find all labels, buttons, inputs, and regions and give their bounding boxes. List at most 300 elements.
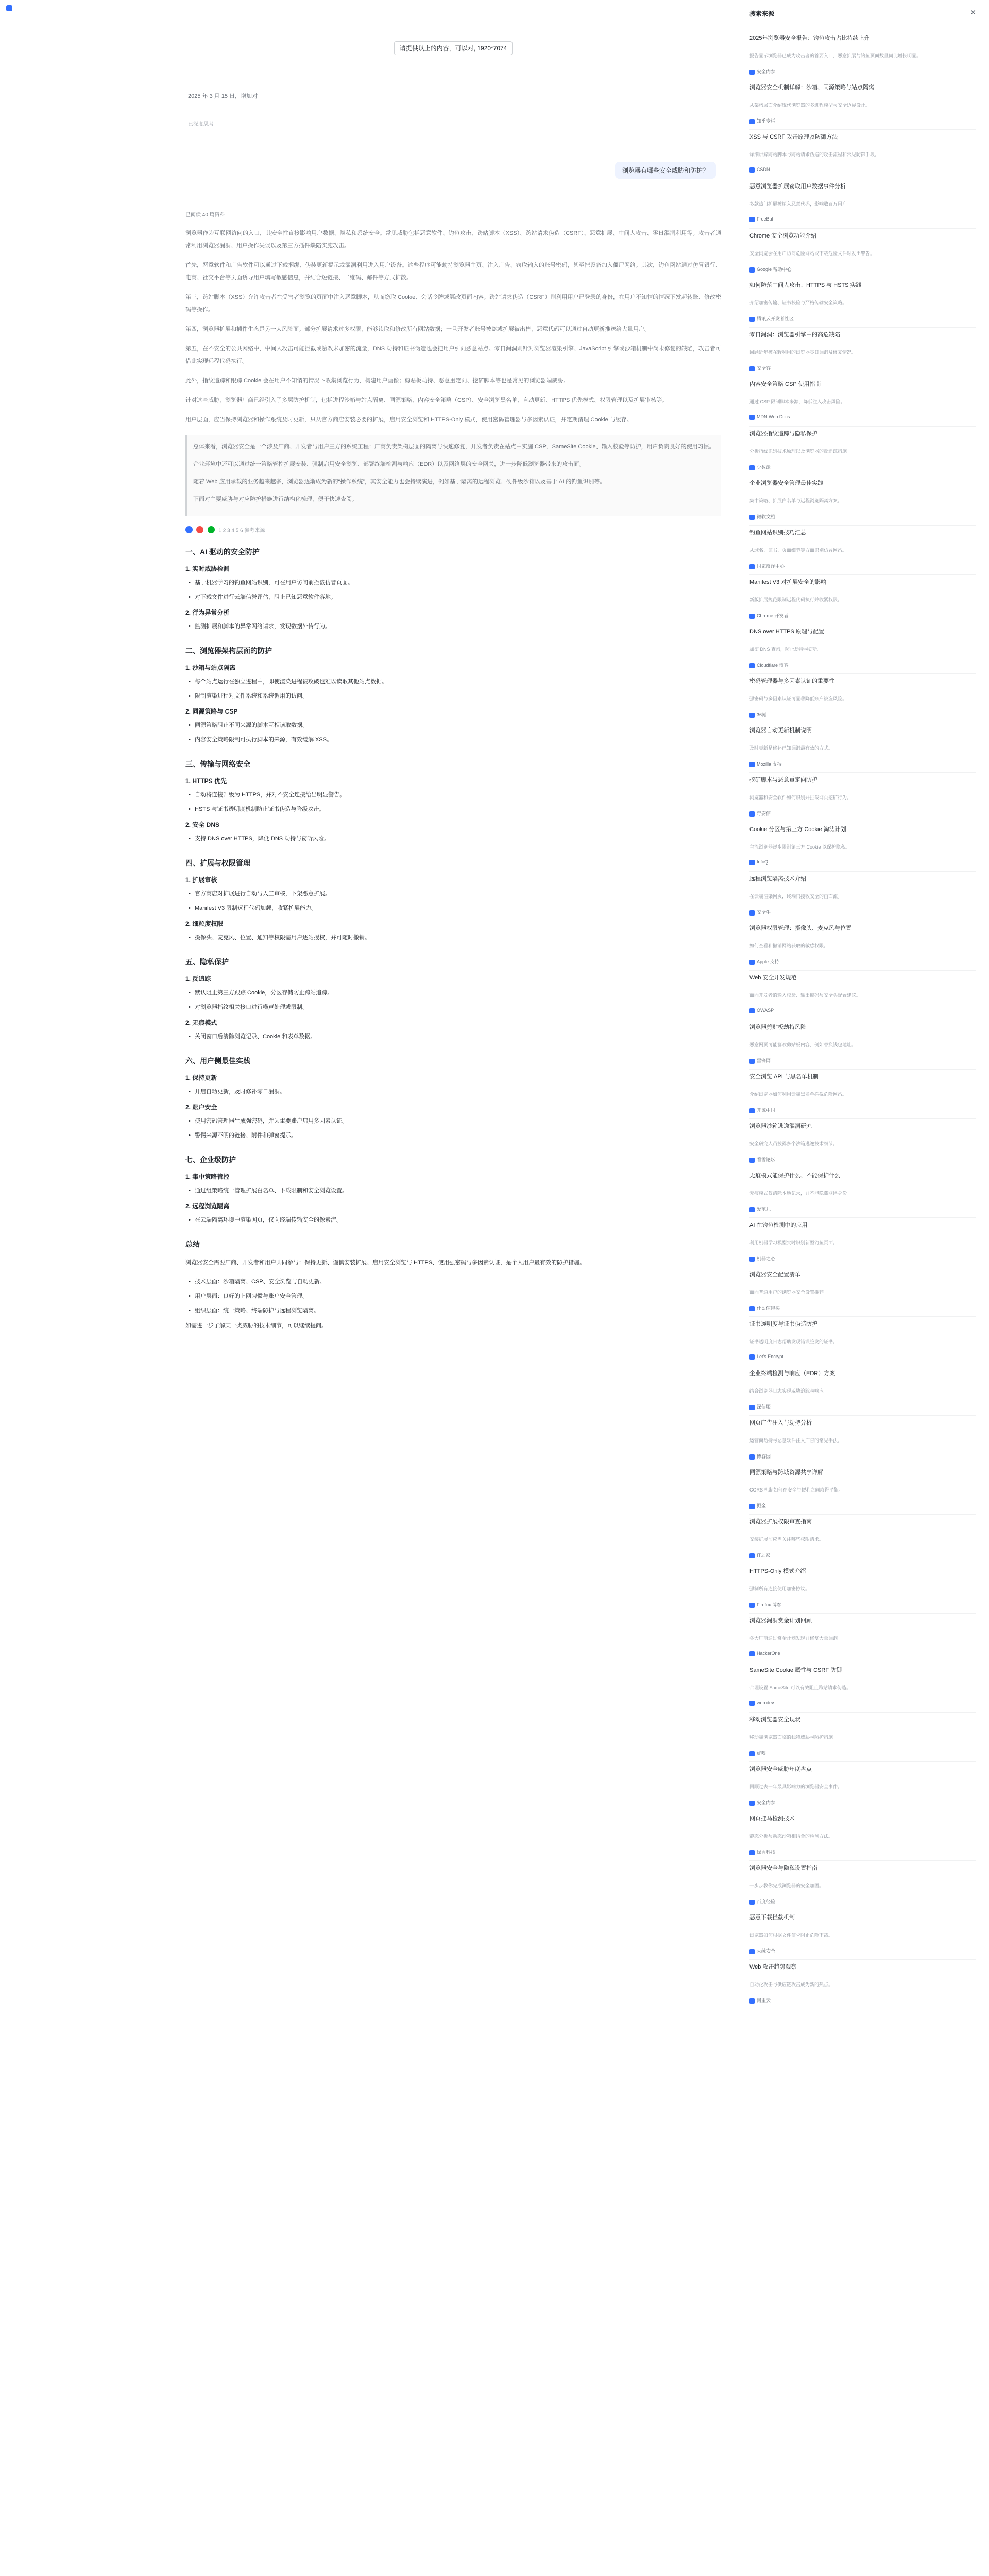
site-favicon-icon xyxy=(749,317,755,322)
sections-block xyxy=(185,547,721,1226)
source-site-name: 微软文档 xyxy=(757,514,776,519)
source-item[interactable] xyxy=(749,1762,976,1811)
answer-paragraph: 第四，浏览器扩展和插件生态是另一大风险面。部分扩展请求过多权限，能够读取和修改所有网站数据；一旦开发者账号被盗或扩展被出售，恶意代码可以通过自动更新推送给大量用户。 xyxy=(185,326,650,332)
section-title: 二、浏览器架构层面的防护 xyxy=(185,647,272,655)
bullet-item: • 开启自动更新，及时修补零日漏洞。 xyxy=(185,1086,721,1097)
subsection-title: 2. 细粒度权限 xyxy=(185,920,224,927)
source-site xyxy=(749,1255,976,1262)
source-title[interactable]: 浏览器沙箱逃逸漏洞研究 xyxy=(749,1123,812,1129)
answer-paragraph: 第五，在不安全的公共网络中，中间人攻击可能拦截或篡改未加密的流量，DNS 劫持和证书伪造也会把用户引向恶意站点。零日漏洞则针对浏览器渲染引擎、JavaScript 引擎或沙箱机制中尚未修复的缺陷，攻击者可借此实现远程代码执行。 xyxy=(185,346,721,364)
source-snippet: 回顾近年被在野利用的浏览器零日漏洞及修复情况。 xyxy=(749,350,857,355)
source-title[interactable]: 浏览器安全与隐私设置指南 xyxy=(749,1865,817,1871)
source-title[interactable]: Web 安全开发规范 xyxy=(749,975,797,981)
source-site xyxy=(749,662,976,668)
source-item[interactable] xyxy=(749,1070,976,1119)
source-site-name: Firefox 博客 xyxy=(757,1602,782,1607)
source-item[interactable] xyxy=(749,1119,976,1168)
source-site xyxy=(749,1156,976,1163)
source-item[interactable] xyxy=(749,526,976,575)
source-site-name: 知乎专栏 xyxy=(757,118,776,124)
site-favicon-icon xyxy=(749,1306,755,1311)
answer-section xyxy=(185,1056,721,1141)
sources-panel xyxy=(749,0,976,2576)
subsection-title: 1. 集中策略管控 xyxy=(185,1173,230,1180)
answer-section xyxy=(185,547,721,632)
conclusion-section xyxy=(185,1239,721,1332)
source-item[interactable] xyxy=(749,1317,976,1366)
site-favicon-icon xyxy=(749,1701,755,1706)
site-favicon-icon xyxy=(749,1998,755,2004)
source-snippet: 利用机器学习模型实时识别新型钓鱼页面。 xyxy=(749,1240,838,1245)
source-snippet: 证书透明度日志帮助发现错误签发的证书。 xyxy=(749,1339,838,1344)
site-favicon-icon xyxy=(749,1553,755,1558)
source-site-name: 爱范儿 xyxy=(757,1207,771,1212)
source-site xyxy=(749,1997,976,2004)
subsection-title: 1. 保持更新 xyxy=(185,1074,217,1081)
source-title[interactable]: 浏览器权限管理：摄像头、麦克风与位置 xyxy=(749,925,851,931)
source-site xyxy=(749,1008,976,1013)
source-snippet: 面向开发者的输入校验、输出编码与安全头配置建议。 xyxy=(749,993,861,998)
source-site xyxy=(749,1651,976,1656)
source-item[interactable] xyxy=(749,822,976,872)
subsection-title: 2. 安全 DNS xyxy=(185,821,220,828)
source-snippet: 加密 DNS 查询，防止劫持与窃听。 xyxy=(749,647,823,652)
source-site-name: 雷锋网 xyxy=(757,1058,771,1063)
source-snippet: 静态分析与动态沙箱相结合的检测方法。 xyxy=(749,1834,833,1839)
source-snippet: 各大厂商通过赏金计划发现并修复大量漏洞。 xyxy=(749,1636,843,1641)
source-snippet: 集中策略、扩展白名单与远程浏览隔离方案。 xyxy=(749,498,843,503)
source-title[interactable]: 证书透明度与证书伪造防护 xyxy=(749,1321,817,1327)
source-title[interactable]: 企业终端检测与响应（EDR）方案 xyxy=(749,1370,835,1377)
source-snippet: 强制所有连接使用加密协议。 xyxy=(749,1586,810,1591)
source-site-name: Apple 支持 xyxy=(757,959,779,964)
source-item[interactable] xyxy=(749,328,976,377)
bullet-item: • 默认阻止第三方跟踪 Cookie，分区存储防止跨站追踪。 xyxy=(185,987,721,998)
source-site-name: IT之家 xyxy=(757,1553,770,1558)
source-avatar-icon xyxy=(196,526,203,533)
bullet-item: • 支持 DNS over HTTPS，降低 DNS 劫持与窃听风险。 xyxy=(185,833,721,844)
source-snippet: 自动化攻击与供应链攻击成为新的热点。 xyxy=(749,1982,833,1987)
source-title[interactable]: DNS over HTTPS 原理与配置 xyxy=(749,629,824,635)
source-snippet: 运营商劫持与恶意软件注入广告的常见手法。 xyxy=(749,1438,843,1443)
answer-section xyxy=(185,957,721,1042)
source-site-name: 掘金 xyxy=(757,1503,766,1509)
source-site-name: 少数派 xyxy=(757,465,771,470)
source-item[interactable] xyxy=(749,130,976,179)
subsection-title: 1. HTTPS 优先 xyxy=(185,777,227,785)
source-site xyxy=(749,1107,976,1113)
site-favicon-icon xyxy=(749,1751,755,1756)
source-site-name: 绿盟科技 xyxy=(757,1850,776,1855)
site-favicon-icon xyxy=(749,860,755,865)
subsection-title: 2. 同源策略与 CSP xyxy=(185,708,238,715)
sources-list xyxy=(749,31,976,2009)
source-site-name: 安全牛 xyxy=(757,910,771,915)
source-site xyxy=(749,909,976,916)
source-item[interactable] xyxy=(749,872,976,921)
source-site xyxy=(749,365,976,371)
subsection-title: 1. 实时威胁检测 xyxy=(185,565,230,572)
source-item[interactable] xyxy=(749,1267,976,1317)
bullet-item: • 通过组策略统一管理扩展白名单、下载限制和安全浏览设置。 xyxy=(185,1185,721,1196)
source-site xyxy=(749,760,976,767)
conversation-date: 2025 年 3 月 15 日，增加对 xyxy=(188,93,258,99)
source-item[interactable] xyxy=(749,773,976,822)
answer-section xyxy=(185,858,721,943)
source-snippet: 结合浏览器日志实现威胁追踪与响应。 xyxy=(749,1388,829,1394)
source-snippet: 无痕模式仅清除本地记录，并不能隐藏网络身份。 xyxy=(749,1191,852,1196)
source-item[interactable] xyxy=(749,229,976,278)
source-site-name: 阿里云 xyxy=(757,1998,771,2003)
site-favicon-icon xyxy=(749,415,755,420)
source-site-name: 奇安信 xyxy=(757,811,771,816)
summary-paragraph: 企业环境中还可以通过统一策略管控扩展安装、强制启用安全浏览、部署终端检测与响应（EDR）以及网络层的安全网关，进一步降低浏览器带来的攻击面。 xyxy=(193,461,585,467)
source-title[interactable]: 同源策略与跨域资源共享详解 xyxy=(749,1469,823,1476)
app-logo-icon[interactable] xyxy=(6,5,12,11)
bullet-item: • 监测扩展和脚本的异常网络请求，发现数据外传行为。 xyxy=(185,621,721,632)
bullet-item: • 关闭窗口后清除浏览记录、Cookie 和表单数据。 xyxy=(185,1031,721,1042)
bullet-item: • 自动将连接升级为 HTTPS，并对不安全连接给出明显警告。 xyxy=(185,789,721,801)
source-title[interactable]: 浏览器安全威胁年度盘点 xyxy=(749,1766,812,1772)
source-site-name: Let's Encrypt xyxy=(757,1354,783,1359)
source-site-name: 安全客 xyxy=(757,366,771,371)
bullet-item: • 限制渲染进程对文件系统和系统调用的访问。 xyxy=(185,690,721,702)
site-favicon-icon xyxy=(749,1257,755,1262)
sources-label: 1 2 3 4 5 6 参考来源 xyxy=(218,528,265,534)
share-banner-text: 请提供以上的内容，可以对, 1920*7074 xyxy=(394,41,513,55)
source-site xyxy=(749,711,976,718)
assistant-answer xyxy=(185,210,721,1339)
conclusion-text: 浏览器安全需要厂商、开发者和用户共同参与：保持更新、谨慎安装扩展、启用安全浏览与 HTTPS、使用强密码与多因素认证，是个人用户最有效的防护措施。 xyxy=(185,1260,586,1266)
source-snippet: CORS 机制如何在安全与便利之间取得平衡。 xyxy=(749,1487,843,1493)
summary-block xyxy=(185,435,721,516)
site-favicon-icon xyxy=(749,366,755,371)
source-item[interactable] xyxy=(749,1564,976,1614)
bullet-item: • 对浏览器指纹相关接口进行噪声处理或限制。 xyxy=(185,1002,721,1013)
source-site xyxy=(749,513,976,520)
source-snippet: 分析指纹识别技术原理以及浏览器的反追踪措施。 xyxy=(749,449,852,454)
source-site-name: InfoQ xyxy=(757,859,769,865)
subsection-title: 1. 沙箱与站点隔离 xyxy=(185,664,236,671)
source-snippet: 面向普通用户的浏览器安全设置推荐。 xyxy=(749,1290,829,1295)
source-snippet: 安全浏览会在用户访问危险网站或下载危险文件时发出警告。 xyxy=(749,251,875,256)
source-avatar-icon xyxy=(185,526,193,533)
source-site-name: 深信服 xyxy=(757,1404,771,1410)
source-item[interactable] xyxy=(749,1416,976,1465)
share-banner[interactable] xyxy=(185,41,721,55)
source-site-name: web.dev xyxy=(757,1700,774,1705)
source-snippet: 在云端渲染网页，终端只接收安全的画面流。 xyxy=(749,894,843,899)
source-site-name: 腾讯云开发者社区 xyxy=(757,316,794,321)
source-title[interactable]: AI 在钓鱼检测中的应用 xyxy=(749,1222,808,1228)
source-title[interactable]: 挖矿脚本与恶意重定向防护 xyxy=(749,777,817,783)
site-favicon-icon xyxy=(749,663,755,668)
source-snippet: 从域名、证书、页面细节等方面识别仿冒网站。 xyxy=(749,548,847,553)
source-item[interactable] xyxy=(749,921,976,971)
source-row[interactable] xyxy=(185,525,721,533)
site-favicon-icon xyxy=(749,1405,755,1410)
subsection-title: 2. 账户安全 xyxy=(185,1104,217,1111)
source-site xyxy=(749,810,976,817)
source-site xyxy=(749,216,976,222)
source-title[interactable]: 恶意浏览器扩展窃取用户数据事件分析 xyxy=(749,183,846,190)
source-snippet: 报告显示浏览器已成为攻击者的首要入口，恶意扩展与钓鱼页面数量同比增长明显。 xyxy=(749,53,922,58)
bullet-item: • 摄像头、麦克风、位置、通知等权限需用户逐站授权，并可随时撤销。 xyxy=(185,932,721,943)
site-favicon-icon xyxy=(749,119,755,124)
site-favicon-icon xyxy=(749,713,755,718)
source-site-name: MDN Web Docs xyxy=(757,414,790,419)
site-favicon-icon xyxy=(749,1651,755,1656)
source-item[interactable] xyxy=(749,1811,976,1861)
source-title[interactable]: HTTPS-Only 模式介绍 xyxy=(749,1568,806,1574)
conclusion-bullet: • 技术层面：沙箱隔离、CSP、安全浏览与自动更新。 xyxy=(185,1276,721,1287)
source-title[interactable]: 网页广告注入与劫持分析 xyxy=(749,1420,812,1426)
source-item[interactable] xyxy=(749,971,976,1020)
sources-panel-title: 搜索来源 xyxy=(749,10,775,18)
source-site xyxy=(749,1502,976,1509)
source-avatar-icon xyxy=(208,526,215,533)
source-item[interactable] xyxy=(749,1366,976,1416)
summary-paragraph: 随着 Web 应用承载的业务越来越多，浏览器逐渐成为新的“操作系统”，其安全能力也会持续演进，例如基于隔离的远程浏览、硬件级沙箱以及基于 AI 的钓鱼识别等。 xyxy=(193,479,606,485)
source-title[interactable]: 网页挂马检测技术 xyxy=(749,1816,795,1822)
source-title[interactable]: 浏览器指纹追踪与隐私保护 xyxy=(749,431,817,437)
source-title[interactable]: 零日漏洞：浏览器引擎中的高危缺陷 xyxy=(749,332,840,338)
source-site xyxy=(749,266,976,273)
source-item[interactable] xyxy=(749,1663,976,1713)
source-snippet: 主流浏览器逐步限制第三方 Cookie 以保护隐私。 xyxy=(749,844,850,850)
source-item[interactable] xyxy=(749,179,976,229)
source-site xyxy=(749,1849,976,1855)
site-favicon-icon xyxy=(749,70,755,75)
source-site xyxy=(749,167,976,173)
site-favicon-icon xyxy=(749,217,755,222)
source-snippet: 安装扩展前应当关注哪些权限请求。 xyxy=(749,1537,824,1542)
source-site-name: 36氪 xyxy=(757,712,767,717)
conclusion-bullet: • 组织层面：统一策略、终端防护与远程浏览隔离。 xyxy=(185,1305,721,1316)
site-favicon-icon xyxy=(749,762,755,767)
source-site-name: FreeBuf xyxy=(757,216,774,222)
source-site-name: 看雪论坛 xyxy=(757,1157,776,1162)
source-site xyxy=(749,958,976,965)
source-snippet: 安全研究人员披露多个沙箱逃逸技术细节。 xyxy=(749,1141,838,1146)
source-site-name: Cloudflare 博客 xyxy=(757,663,789,668)
site-favicon-icon xyxy=(749,1108,755,1113)
answer-paragraph: 针对这些威胁，浏览器厂商已经引入了多层防护机制，包括进程沙箱与站点隔离、同源策略、内容安全策略（CSP）、安全浏览黑名单、自动更新、HTTPS 优先模式、权限管理以及扩展审核等。 xyxy=(185,397,668,403)
source-item[interactable] xyxy=(749,31,976,80)
summary-paragraph: 总体来看，浏览器安全是一个涉及厂商、开发者与用户三方的系统工程：厂商负责架构层面的隔离与快速修复，开发者负责在站点中实施 CSP、SameSite Cookie、输入校验等防护，用户负责良好的使用习惯。 xyxy=(193,444,715,450)
source-title[interactable]: 远程浏览隔离技术介绍 xyxy=(749,876,806,882)
source-item[interactable] xyxy=(749,476,976,526)
source-site xyxy=(749,1799,976,1806)
source-item[interactable] xyxy=(749,278,976,328)
source-snippet: 强密码与多因素认证可显著降低账户被盗风险。 xyxy=(749,696,847,701)
source-site-name: HackerOne xyxy=(757,1651,780,1656)
source-site xyxy=(749,612,976,619)
conclusion-bullet: • 用户层面：良好的上网习惯与账户安全管理。 xyxy=(185,1291,721,1302)
source-snippet: 回顾过去一年最具影响力的浏览器安全事件。 xyxy=(749,1784,843,1789)
section-title: 三、传输与网络安全 xyxy=(185,760,250,768)
source-site xyxy=(749,1206,976,1212)
bullet-item: • 基于机器学习的钓鱼网站识别，可在用户访问前拦截仿冒页面。 xyxy=(185,577,721,588)
bullet-item: • 在云端隔离环境中渲染网页，仅向终端传输安全的像素流。 xyxy=(185,1214,721,1226)
site-favicon-icon xyxy=(749,1850,755,1855)
bullet-item: • 内容安全策略限制可执行脚本的来源，有效缓解 XSS。 xyxy=(185,734,721,745)
source-title[interactable]: 浏览器自动更新机制说明 xyxy=(749,727,812,734)
source-item[interactable] xyxy=(749,674,976,723)
source-item[interactable] xyxy=(749,1960,976,2009)
source-title[interactable]: 2025年浏览器安全报告：钓鱼攻击占比持续上升 xyxy=(749,35,870,41)
source-title[interactable]: 恶意下载拦截机制 xyxy=(749,1914,795,1921)
source-site xyxy=(749,117,976,124)
source-title[interactable]: 安全浏览 API 与黑名单机制 xyxy=(749,1074,819,1080)
source-snippet: 一步步教你完成浏览器的安全加固。 xyxy=(749,1883,824,1888)
source-item[interactable] xyxy=(749,1861,976,1910)
source-site-name: Chrome 开发者 xyxy=(757,613,789,618)
source-site xyxy=(749,1947,976,1954)
source-site xyxy=(749,1354,976,1360)
source-title[interactable]: Manifest V3 对扩展安全的影响 xyxy=(749,579,827,585)
close-icon[interactable]: ✕ xyxy=(970,8,976,16)
site-favicon-icon xyxy=(749,1504,755,1509)
source-site-name: 国家反诈中心 xyxy=(757,564,785,569)
source-site xyxy=(749,1601,976,1608)
source-title[interactable]: 浏览器漏洞赏金计划回顾 xyxy=(749,1618,812,1624)
site-favicon-icon xyxy=(749,960,755,965)
site-favicon-icon xyxy=(749,167,755,173)
source-snippet: 浏览器和安全软件如何识别并拦截网页挖矿行为。 xyxy=(749,795,852,800)
source-title[interactable]: Cookie 分区与第三方 Cookie 淘汰计划 xyxy=(749,826,846,833)
conclusion-bullets xyxy=(185,1276,721,1316)
subsection-title: 2. 无痕模式 xyxy=(185,1019,217,1026)
closing-text: 如需进一步了解某一类威胁的技术细节，可以继续提问。 xyxy=(185,1323,327,1329)
site-favicon-icon xyxy=(749,465,755,470)
source-item[interactable] xyxy=(749,1713,976,1762)
source-site-name: 安全内参 xyxy=(757,1800,776,1805)
source-item[interactable] xyxy=(749,80,976,130)
site-favicon-icon xyxy=(749,564,755,569)
source-site xyxy=(749,464,976,470)
source-site-name: 虎嗅 xyxy=(757,1751,766,1756)
site-favicon-icon xyxy=(749,614,755,619)
source-site-name: Mozilla 支持 xyxy=(757,761,782,767)
user-question-bubble: 浏览器有哪些安全威胁和防护？ xyxy=(615,162,716,179)
source-site-name: OWASP xyxy=(757,1008,774,1013)
source-item[interactable] xyxy=(749,575,976,624)
source-site-name: CSDN xyxy=(757,167,770,172)
chat-main xyxy=(185,0,721,2576)
source-site xyxy=(749,1403,976,1410)
source-site-name: 火绒安全 xyxy=(757,1948,776,1954)
subsection-title: 2. 行为异常分析 xyxy=(185,609,230,616)
source-title[interactable]: 浏览器安全配置清单 xyxy=(749,1272,800,1278)
site-favicon-icon xyxy=(749,1008,755,1013)
site-favicon-icon xyxy=(749,1354,755,1360)
subsection-title: 1. 反追踪 xyxy=(185,975,211,982)
source-title[interactable]: 浏览器扩展权限审查指南 xyxy=(749,1519,812,1525)
source-item[interactable] xyxy=(749,624,976,674)
source-item[interactable] xyxy=(749,1465,976,1515)
source-item[interactable] xyxy=(749,1020,976,1070)
answer-section xyxy=(185,759,721,844)
answer-paragraph: 此外，指纹追踪和跟踪 Cookie 会在用户不知情的情况下收集浏览行为，构建用户画像；剪贴板劫持、恶意重定向、挖矿脚本等也是常见的浏览器端威胁。 xyxy=(185,378,569,384)
site-favicon-icon xyxy=(749,1158,755,1163)
source-item[interactable] xyxy=(749,1614,976,1663)
source-snippet: 移动端浏览器面临的独特威胁与防护措施。 xyxy=(749,1735,838,1740)
site-favicon-icon xyxy=(749,910,755,916)
section-title: 七、企业级防护 xyxy=(185,1156,236,1164)
source-item[interactable] xyxy=(749,723,976,773)
site-favicon-icon xyxy=(749,1059,755,1064)
source-title[interactable]: Web 攻击趋势观察 xyxy=(749,1964,797,1970)
source-site xyxy=(749,315,976,322)
source-site-name: 百度经验 xyxy=(757,1899,776,1904)
site-favicon-icon xyxy=(749,1454,755,1460)
source-site xyxy=(749,1552,976,1558)
source-snippet: 合理设置 SameSite 可以有效阻止跨站请求伪造。 xyxy=(749,1685,851,1690)
source-item[interactable] xyxy=(749,377,976,427)
answer-section xyxy=(185,646,721,745)
source-item[interactable] xyxy=(749,1168,976,1218)
section-title: 六、用户侧最佳实践 xyxy=(185,1057,250,1065)
source-item[interactable] xyxy=(749,1910,976,1960)
source-site xyxy=(749,414,976,420)
answer-paragraph: 浏览器作为互联网访问的入口，其安全性直接影响用户数据、隐私和系统安全。常见威胁包括恶意软件、钓鱼攻击、跨站脚本（XSS）、跨站请求伪造（CSRF）、恶意扩展、中间人攻击、零日漏洞利用等。攻击者通常利用浏览器漏洞、用户操作失误以及第三方插件缺陷实施攻击。 xyxy=(185,230,721,249)
bullet-item: • 使用密码管理器生成强密码，并为重要账户启用多因素认证。 xyxy=(185,1115,721,1127)
bullet-item: • Manifest V3 限制远程代码加载，收紧扩展能力。 xyxy=(185,903,721,914)
source-snippet: 从架构层面介绍现代浏览器的多进程模型与安全边界设计。 xyxy=(749,103,871,108)
source-site xyxy=(749,68,976,75)
source-title[interactable]: 钓鱼网站识别技巧汇总 xyxy=(749,530,806,536)
source-title[interactable]: XSS 与 CSRF 攻击原理及防御方法 xyxy=(749,134,838,140)
source-site-name: 机器之心 xyxy=(757,1256,776,1261)
source-title[interactable]: 浏览器剪贴板劫持风险 xyxy=(749,1024,806,1030)
source-item[interactable] xyxy=(749,1515,976,1564)
source-title[interactable]: 浏览器安全机制详解：沙箱、同源策略与站点隔离 xyxy=(749,84,874,91)
site-favicon-icon xyxy=(749,267,755,273)
intro-block xyxy=(185,227,721,426)
site-favicon-icon xyxy=(749,1207,755,1212)
source-title[interactable]: Chrome 安全浏览功能介绍 xyxy=(749,233,817,239)
site-favicon-icon xyxy=(749,1949,755,1954)
source-title[interactable]: 无痕模式能保护什么、不能保护什么 xyxy=(749,1173,840,1179)
source-site xyxy=(749,1700,976,1706)
section-title: 四、扩展与权限管理 xyxy=(185,859,250,867)
site-favicon-icon xyxy=(749,1603,755,1608)
source-item[interactable] xyxy=(749,1218,976,1267)
source-snippet: 如何查看和撤销网站获取的敏感权限。 xyxy=(749,943,829,948)
source-title[interactable]: SameSite Cookie 属性与 CSRF 防御 xyxy=(749,1667,842,1673)
source-site-name: 什么值得买 xyxy=(757,1306,780,1311)
reading-sources-label[interactable]: 已阅读 40 篇资料 xyxy=(185,212,225,218)
source-site xyxy=(749,859,976,865)
source-item[interactable] xyxy=(749,427,976,476)
source-title[interactable]: 如何防范中间人攻击：HTTPS 与 HSTS 实践 xyxy=(749,282,862,289)
source-title[interactable]: 密码管理器与多因素认证的重要性 xyxy=(749,678,834,684)
source-title[interactable]: 移动浏览器安全现状 xyxy=(749,1717,800,1723)
source-snippet: 多款热门扩展被植入恶意代码，影响数百万用户。 xyxy=(749,201,852,207)
source-title[interactable]: 内容安全策略 CSP 使用指南 xyxy=(749,381,821,387)
model-label[interactable]: 已深度思考 xyxy=(188,122,214,127)
bullet-item: • 对下载文件进行云端信誉评估，阻止已知恶意软件落地。 xyxy=(185,591,721,603)
source-snippet: 及时更新是修补已知漏洞最有效的方式。 xyxy=(749,745,833,751)
site-favicon-icon xyxy=(749,1900,755,1905)
answer-paragraph: 首先，恶意软件和广告软件可以通过下载捆绑、伪装更新提示或漏洞利用进入用户设备。这些程序可能劫持浏览器主页、注入广告、窃取输入的账号密码，甚至把设备加入僵尸网络。其次，钓鱼网站通过仿冒银行、电商、社交平台等页面诱导用户填写敏感信息，并结合短链接、二维码、邮件等方式扩散。 xyxy=(185,262,721,281)
source-title[interactable]: 企业浏览器安全管理最佳实践 xyxy=(749,480,823,486)
source-site xyxy=(749,1898,976,1905)
bullet-item: • HSTS 与证书透明度机制防止证书伪造与降级攻击。 xyxy=(185,804,721,815)
bullet-item: • 官方商店对扩展进行自动与人工审核，下架恶意扩展。 xyxy=(185,888,721,900)
source-snippet: 新版扩展规范限制远程代码执行并收紧权限。 xyxy=(749,597,843,602)
